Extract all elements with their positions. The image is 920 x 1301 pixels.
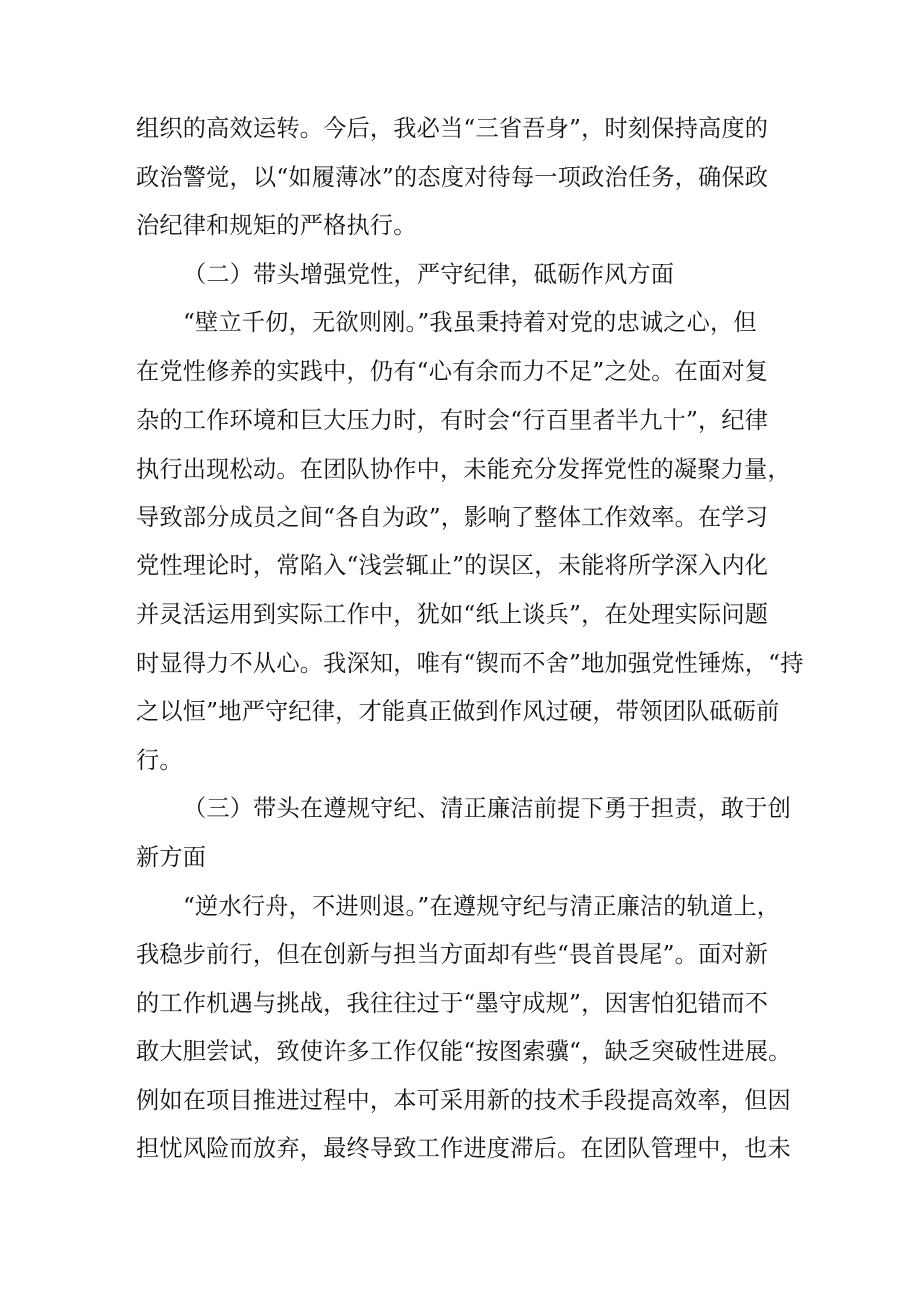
text-line: 执行出现松动。在团队协作中，未能充分发挥党性的凝聚力量， bbox=[136, 456, 791, 483]
text-line: 我稳步前行，但在创新与担当方面却有些“畏首畏尾”。面对新 bbox=[136, 941, 769, 968]
text-line: 担忧风险而放弃，最终导致工作进度滞后。在团队管理中，也未 bbox=[136, 1135, 791, 1162]
text-line: 例如在项目推进过程中，本可采用新的技术手段提高效率，但因 bbox=[136, 1087, 791, 1114]
text-line: 杂的工作环境和巨大压力时，有时会“行百里者半九十”，纪律 bbox=[136, 407, 769, 434]
section-heading: （二）带头增强党性，严守纪律，砥砺作风方面 bbox=[183, 261, 675, 288]
text-line: 行。 bbox=[136, 747, 183, 774]
text-line: 组织的高效运转。今后，我必当“三省吾身”，时刻保持高度的 bbox=[136, 115, 769, 142]
text-line: 之以恒”地严守纪律，才能真正做到作风过硬，带领团队砥砺前 bbox=[136, 698, 780, 725]
section-heading: （三）带头在遵规守纪、清正廉洁前提下勇于担责，敢于创 bbox=[183, 795, 792, 822]
text-line: 的工作机遇与挑战，我往往过于“墨守成规”，因害怕犯错而不 bbox=[136, 990, 769, 1017]
text-line: 政治警觉，以“如履薄冰”的态度对待每一项政治任务，确保政 bbox=[136, 164, 769, 191]
text-line: 导致部分成员之间“各自为政”，影响了整体工作效率。在学习 bbox=[136, 504, 769, 531]
text-line: 并灵活运用到实际工作中，犹如“纸上谈兵”，在处理实际问题 bbox=[136, 601, 769, 628]
text-line: 党性理论时，常陷入“浅尝辄止”的误区，未能将所学深入内化 bbox=[136, 552, 769, 579]
text-line: 时显得力不从心。我深知，唯有“锲而不舍”地加强党性锤炼，“持 bbox=[136, 650, 804, 677]
text-line: “逆水行舟，不进则退。”在遵规守纪与清正廉洁的轨道上， bbox=[183, 893, 781, 920]
text-line: 敢大胆尝试，致使许多工作仅能“按图索骥“，缺乏突破性进展。 bbox=[136, 1038, 792, 1065]
text-line: 在党性修养的实践中，仍有“心有余而力不足”之处。在面对复 bbox=[136, 358, 769, 385]
text-line: 治纪律和规矩的严格执行。 bbox=[136, 212, 417, 239]
text-line: “壁立千仞，无欲则刚。”我虽秉持着对党的忠诚之心，但 bbox=[183, 309, 757, 336]
section-heading-continued: 新方面 bbox=[136, 844, 207, 871]
